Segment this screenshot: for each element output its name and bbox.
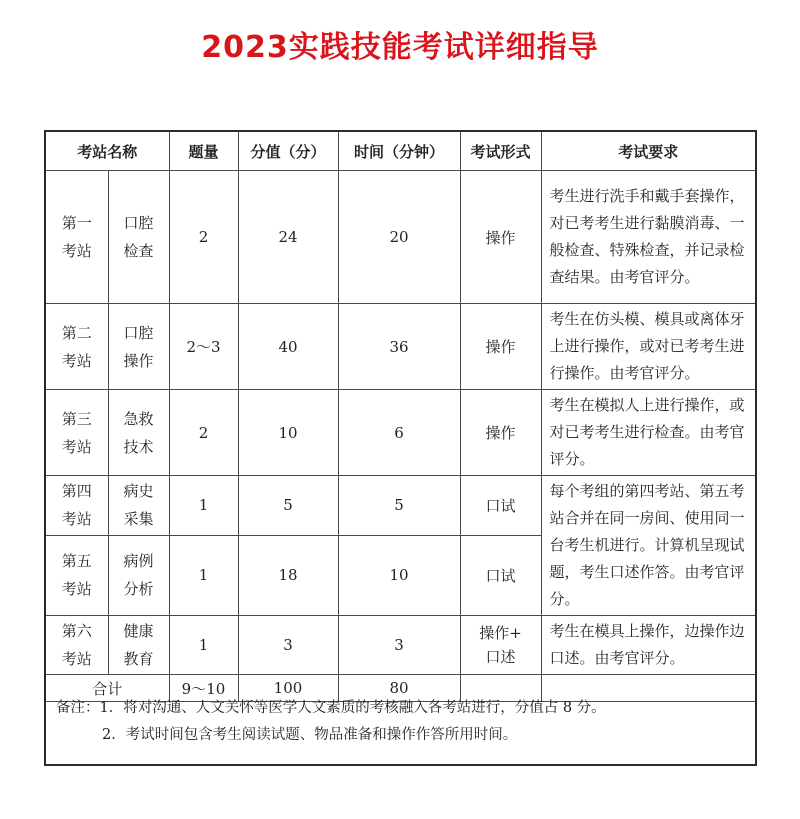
exam-form: 口试	[460, 476, 541, 536]
note-2: 2．考试时间包含考生阅读试题、物品准备和操作作答所用时间。	[102, 727, 518, 743]
station-name: 健康 教育	[108, 616, 169, 675]
station-name: 病史 采集	[108, 476, 169, 536]
question-count: 2	[169, 390, 238, 476]
station-number: 第三 考站	[46, 390, 108, 476]
score-value: 18	[238, 535, 338, 615]
total-score: 100	[238, 675, 338, 702]
exam-guide-table-frame	[44, 130, 757, 766]
total-time: 80	[338, 675, 460, 702]
notes	[46, 687, 755, 749]
exam-requirement: 每个考组的第四考站、第五考站合并在同一房间、使用同一台考生机进行。计算机呈现试题，考生口述作答。由考官评分。	[541, 476, 755, 616]
header-time: 时间（分钟）	[338, 132, 460, 171]
station-name: 口腔 操作	[108, 304, 169, 390]
exam-requirement: 考生在模具上操作，边操作边口述。由考官评分。	[541, 616, 755, 675]
score-value: 24	[238, 171, 338, 304]
header-station: 考站名称	[46, 132, 169, 171]
time-value: 36	[338, 304, 460, 390]
station-name: 急救 技术	[108, 390, 169, 476]
time-value: 10	[338, 535, 460, 615]
station-number: 第五 考站	[46, 535, 108, 615]
page-title: 2023实践技能考试详细指导	[201, 30, 599, 65]
exam-form: 操作+ 口述	[460, 616, 541, 675]
header-score: 分值（分）	[238, 132, 338, 171]
header-form: 考试形式	[460, 132, 541, 171]
score-value: 3	[238, 616, 338, 675]
table-row	[46, 171, 755, 304]
table-row	[46, 476, 755, 536]
exam-form: 口试	[460, 535, 541, 615]
station-number: 第二 考站	[46, 304, 108, 390]
question-count: 2	[169, 171, 238, 304]
table-row	[46, 390, 755, 476]
header-requirement: 考试要求	[541, 132, 755, 171]
station-number: 第六 考站	[46, 616, 108, 675]
station-number: 第四 考站	[46, 476, 108, 536]
time-value: 20	[338, 171, 460, 304]
question-count: 1	[169, 476, 238, 536]
station-number: 第一 考站	[46, 171, 108, 304]
exam-form: 操作	[460, 390, 541, 476]
total-label: 合计	[46, 675, 169, 702]
total-count: 9～10	[169, 675, 238, 702]
exam-form: 操作	[460, 304, 541, 390]
exam-form: 操作	[460, 171, 541, 304]
time-value: 3	[338, 616, 460, 675]
question-count: 2～3	[169, 304, 238, 390]
exam-requirement: 考生在仿头模、模具或离体牙上进行操作，或对已考考生进行操作。由考官评分。	[541, 304, 755, 390]
station-name: 口腔 检查	[108, 171, 169, 304]
exam-requirement: 考生进行洗手和戴手套操作，对已考考生进行黏膜消毒、一般检查、特殊检查，并记录检查结果。由考官评分。	[541, 171, 755, 304]
time-value: 5	[338, 476, 460, 536]
exam-requirement: 考生在模拟人上进行操作，或对已考考生进行检查。由考官评分。	[541, 390, 755, 476]
score-value: 10	[238, 390, 338, 476]
station-name: 病例 分析	[108, 535, 169, 615]
exam-guide-table	[46, 132, 755, 702]
score-value: 5	[238, 476, 338, 536]
note-1: 备注：1．将对沟通、人文关怀等医学人文素质的考核融入各考站进行，分值占 8 分。	[56, 700, 606, 716]
header-row	[46, 132, 755, 171]
table-row	[46, 616, 755, 675]
table-row	[46, 304, 755, 390]
score-value: 40	[238, 304, 338, 390]
question-count: 1	[169, 616, 238, 675]
time-value: 6	[338, 390, 460, 476]
question-count: 1	[169, 535, 238, 615]
header-count: 题量	[169, 132, 238, 171]
